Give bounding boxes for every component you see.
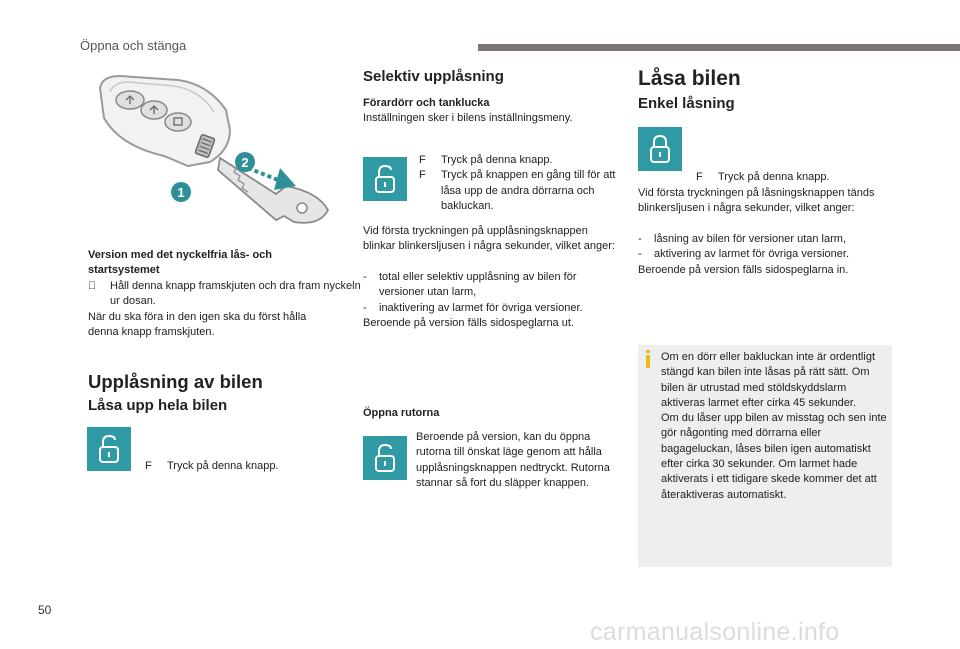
- bullet-text: Tryck på knappen en gång till för att låsa upp de andra dörrarna och bakluckan.: [441, 169, 616, 212]
- watermark: carmanualsonline.info: [590, 618, 840, 646]
- paragraph-intro: Vid första tryckningen på upplåsningsknappen blinkar blinkersljusen i några sekunder, vilket anger:: [363, 225, 615, 253]
- dash-item: - total eller selektiv upplåsning av bilen för versioner utan larm,: [363, 271, 577, 299]
- callout-2: 2: [241, 155, 249, 170]
- paragraph: [88, 310, 348, 341]
- paragraph-intro: Vid första tryckningen på låsningsknappen tänds blinkersljusen i några sekunder, vilket anger:: [638, 187, 875, 215]
- subheading-fuel: Förardörr och tanklucka: [363, 97, 490, 109]
- para-line: denna knapp framskjuten.: [88, 326, 215, 339]
- bullet-marker-icon: F: [145, 459, 152, 472]
- section-title: Öppna och stänga: [80, 38, 187, 53]
- bullet-item: [419, 168, 617, 214]
- bullet-marker-icon: F: [419, 154, 426, 166]
- key-illustration: [80, 70, 340, 240]
- bullet-text: Tryck på denna knapp.: [718, 170, 830, 183]
- subheading-windows: Öppna rutorna: [363, 407, 440, 419]
- dash-item: - låsning av bilen för versioner utan larm,: [638, 233, 846, 245]
- para-line: När du ska föra in den igen ska du först hålla: [88, 311, 307, 323]
- smart-key-illustration: [80, 70, 340, 240]
- unlock-icon: [363, 157, 407, 201]
- heading-unlock-all: Låsa upp hela bilen: [88, 397, 228, 414]
- unlock-button-tile: [363, 157, 407, 201]
- bullet-marker-icon: F: [696, 170, 703, 183]
- bullet-list: [419, 153, 617, 214]
- trunk-icon: [165, 113, 191, 131]
- heading-lock: Låsa bilen: [638, 67, 741, 90]
- heading-unlock: Upplåsning av bilen: [88, 371, 263, 392]
- info-icon: [645, 350, 651, 368]
- unlock-button-tile: [363, 436, 407, 480]
- paragraph-mirrors: Beroende på version fälls sidospeglarna ut.: [363, 317, 574, 329]
- paragraph-mirrors: Beroende på version fälls sidospeglarna in.: [638, 264, 849, 276]
- heading-selective: Selektiv upplåsning: [363, 68, 504, 85]
- callout-1: 1: [177, 185, 185, 200]
- dash-text: total eller selektiv upplåsning av bilen för versioner utan larm,: [379, 271, 577, 299]
- windows-text: Beroende på version, kan du öppna rutorna till önskat läge genom att hålla upplåsningsknappen nedtryckt. Rutorna stannar så fort du släpper knappen.: [416, 431, 610, 489]
- bullet-item: [145, 459, 367, 474]
- header-bar: [478, 44, 960, 51]
- info-text: Om en dörr eller bakluckan inte är ordentligt stängd kan bilen inte låsas på rätt sätt. Om bilen är utrustad med stöldskyddslarm aktiveras larmet efter cirka 45 sekunder. Om du låser upp bilen av misstag och sen inte gör någonting med dörrarna eller bagageluckan, låses bilen igen automatiskt efter cirka 30 sekunder. Om larmet hade aktiverats i ett tidigare skede kommer det att återaktiveras automatiskt.: [661, 351, 887, 501]
- dash-list: [363, 270, 615, 316]
- bullet-marker-icon: [88, 279, 96, 294]
- bullet-item: [419, 153, 617, 168]
- dash-list: [638, 232, 890, 263]
- dash-text: inaktivering av larmet för övriga versioner.: [379, 301, 583, 314]
- version-heading: Version med det nyckelfria lås- och startsystemet: [88, 249, 273, 277]
- bullet-text: Tryck på denna knapp.: [441, 154, 553, 166]
- bullet-item: [696, 170, 908, 185]
- heading-simple-lock: Enkel låsning: [638, 95, 735, 112]
- bullet-text: Tryck på denna knapp.: [167, 459, 279, 472]
- setting-text: Inställningen sker i bilens inställningsmeny.: [363, 112, 573, 124]
- unlock-icon: [363, 436, 407, 480]
- dash-text: låsning av bilen för versioner utan larm,: [654, 233, 846, 245]
- unlock-icon: [87, 427, 131, 471]
- unlock-button-tile: [87, 427, 131, 471]
- dash-text: aktivering av larmet för övriga versioner.: [654, 248, 850, 261]
- bullet-marker-icon: F: [419, 169, 426, 182]
- mechanical-key: [218, 158, 328, 223]
- bullet-item: [88, 279, 362, 310]
- lock-icon: [638, 127, 682, 171]
- dash-item: - aktivering av larmet för övriga versioner.: [638, 248, 850, 261]
- lock-button-tile: [638, 127, 682, 171]
- bullet-text: Håll denna knapp framskjuten och dra fram nyckeln ur dosan.: [110, 280, 361, 308]
- dash-item: - inaktivering av larmet för övriga versioner.: [363, 301, 583, 314]
- page-number: 50: [38, 603, 52, 617]
